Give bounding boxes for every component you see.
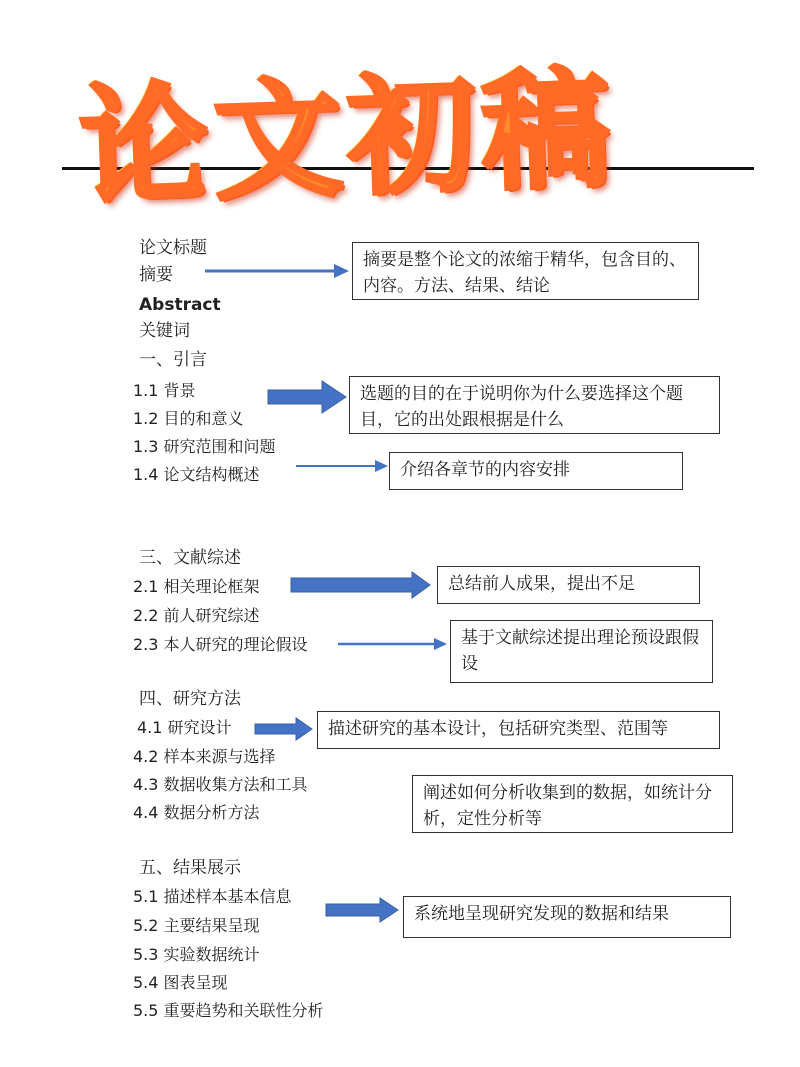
outline-item: 4.1 研究设计 — [137, 718, 232, 737]
arrow-beijing — [268, 381, 346, 413]
note-box-beijing: 选题的目的在于说明你为什么要选择这个题目，它的出处跟根据是什么 — [349, 376, 720, 434]
note-box-lilun: 总结前人成果，提出不足 — [437, 566, 700, 604]
arrow-lilun — [291, 572, 430, 598]
page-title: 论文初稿 — [77, 55, 619, 223]
note-box-zhaiyao: 摘要是整个论文的浓缩于精华，包含目的、内容。方法、结果、结论 — [352, 242, 699, 300]
outline-item: 4.2 样本来源与选择 — [133, 747, 276, 766]
outline-item: 5.2 主要结果呈现 — [133, 916, 260, 935]
note-box-jiegou: 介绍各章节的内容安排 — [389, 452, 683, 490]
arrow-sheji — [255, 718, 312, 740]
outline-item: 论文标题 — [139, 238, 207, 258]
outline-item: 1.2 目的和意义 — [133, 409, 244, 428]
arrow-jieguo — [326, 898, 398, 922]
section-heading: 五、结果展示 — [139, 858, 241, 878]
arrow-jiegou — [296, 460, 388, 472]
outline-item: 4.3 数据收集方法和工具 — [133, 775, 308, 794]
outline-item: 5.1 描述样本基本信息 — [133, 887, 292, 906]
section-heading: 三、文献综述 — [139, 548, 241, 568]
outline-item: 5.5 重要趋势和关联性分析 — [133, 1001, 324, 1020]
outline-item: 5.3 实验数据统计 — [133, 945, 260, 964]
outline-item: 2.1 相关理论框架 — [133, 577, 260, 596]
outline-item: 1.3 研究范围和问题 — [133, 437, 276, 456]
outline-item: 2.2 前人研究综述 — [133, 606, 260, 625]
note-box-fenxi: 阐述如何分析收集到的数据，如统计分析，定性分析等 — [412, 775, 733, 833]
outline-item: 2.3 本人研究的理论假设 — [133, 635, 308, 654]
outline-item: Abstract — [139, 295, 221, 315]
section-heading: 一、引言 — [139, 350, 207, 370]
note-box-jiashe: 基于文献综述提出理论预设跟假设 — [450, 620, 713, 683]
outline-item: 1.4 论文结构概述 — [133, 465, 260, 484]
section-heading: 四、研究方法 — [139, 689, 241, 709]
arrow-jiashe — [338, 638, 447, 650]
outline-item: 1.1 背景 — [133, 381, 196, 400]
outline-item: 4.4 数据分析方法 — [133, 803, 260, 822]
outline-item: 关键词 — [139, 321, 190, 341]
outline-item: 摘要 — [139, 265, 173, 285]
arrow-zhaiyao — [205, 264, 349, 278]
note-box-sheji: 描述研究的基本设计，包括研究类型、范围等 — [317, 711, 720, 749]
outline-item: 5.4 图表呈现 — [133, 973, 228, 992]
note-box-jieguo: 系统地呈现研究发现的数据和结果 — [403, 896, 731, 938]
